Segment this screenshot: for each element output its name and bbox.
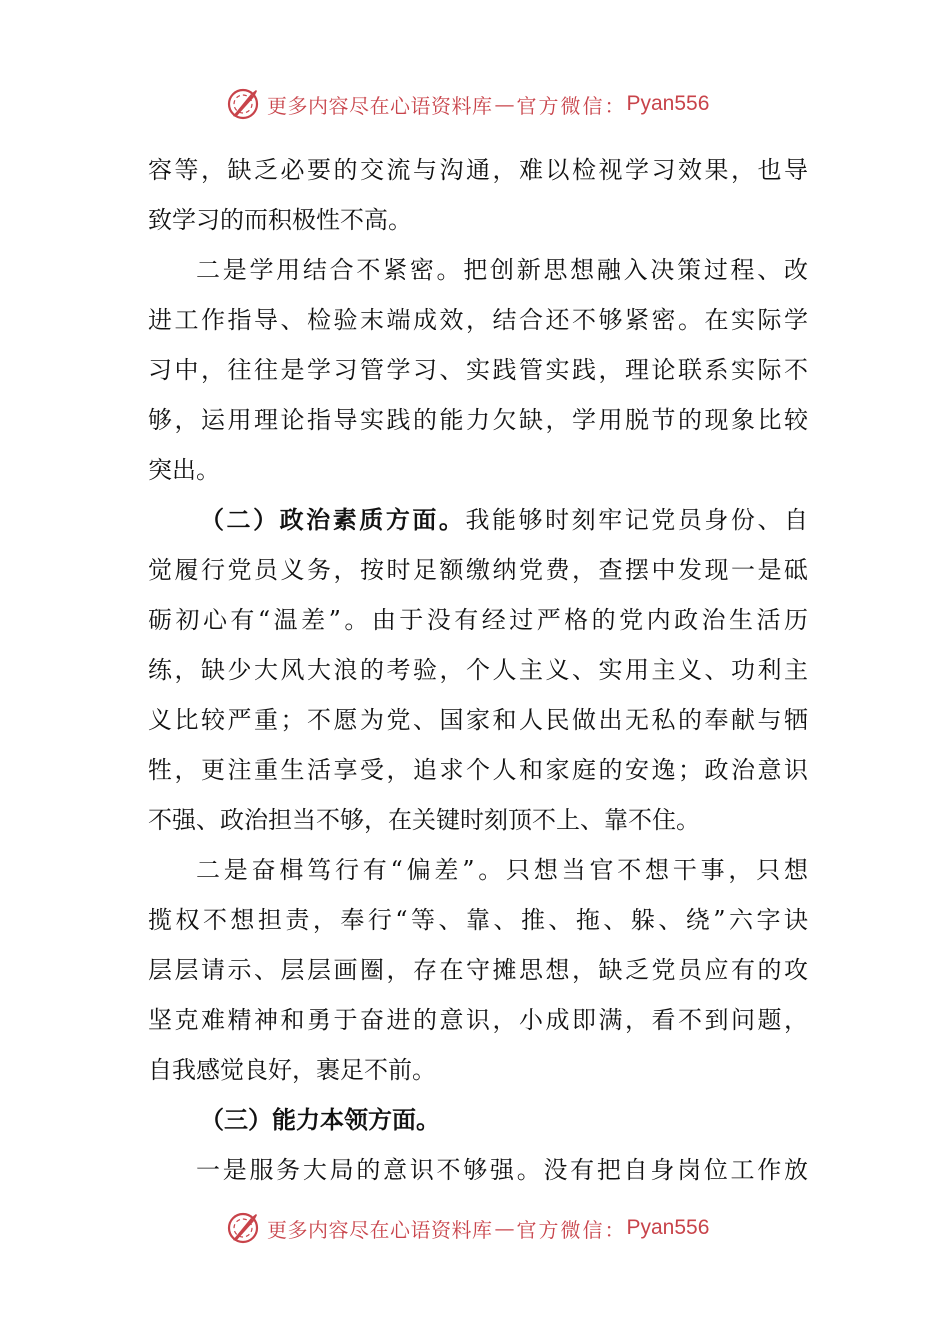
text-line: 砺初心有“温差”。由于没有经过严格的党内政治生活历 [148, 606, 808, 634]
text-line: 自我感觉良好，裹足不前。 [148, 1056, 436, 1084]
text-line: 揽权不想担责，奉行“等、靠、推、拖、躲、绕”六字诀 [148, 906, 808, 934]
paragraph [148, 145, 808, 245]
text-line: 不强、政治担当不够，在关键时刻顶不上、靠不住。 [148, 806, 700, 834]
paragraph [148, 1145, 808, 1195]
heading-continuation: 我能够时刻牢记党员身份、自 [465, 506, 809, 534]
section-heading: （三）能力本领方面。 [200, 1105, 440, 1134]
watermark-separator: — [494, 92, 515, 116]
text-line: 觉履行党员义务，按时足额缴纳党费，查摆中发现一是砥 [148, 556, 808, 584]
watermark-header [225, 84, 709, 124]
text-line: 突出。 [148, 456, 220, 484]
paragraph [148, 495, 808, 845]
watermark-brand: 更多内容尽在心语资料库 [267, 93, 493, 118]
text-line: 义比较严重；不愿为党、国家和人民做出无私的奉献与牺 [148, 706, 808, 734]
text-line: 致学习的而积极性不高。 [148, 206, 412, 234]
watermark-label: 官方微信： [516, 1217, 627, 1242]
section-heading: （二）政治素质方面。 [200, 505, 466, 534]
watermark-label: 官方微信： [516, 93, 627, 118]
text-line: 容等，缺乏必要的交流与沟通，难以检视学习效果，也导 [148, 156, 808, 184]
text-line: 练，缺少大风大浪的考验，个人主义、实用主义、功利主 [148, 656, 808, 684]
text-line: 够，运用理论指导实践的能力欠缺，学用脱节的现象比较 [148, 406, 808, 434]
text-line [148, 495, 808, 545]
text-line: 坚克难精神和勇于奋进的意识，小成即满，看不到问题， [148, 1006, 808, 1034]
watermark-brand: 更多内容尽在心语资料库 [267, 1217, 493, 1242]
text-line: 二是学用结合不紧密。把创新思想融入决策过程、改 [196, 256, 808, 284]
watermark-footer [225, 1208, 709, 1248]
text-line: 进工作指导、检验末端成效，结合还不够紧密。在实际学 [148, 306, 808, 334]
quill-logo-icon [225, 86, 261, 122]
document-body [148, 145, 808, 1195]
text-line: 习中，往往是学习管学习、实践管实践，理论联系实际不 [148, 356, 808, 384]
paragraph [148, 245, 808, 495]
watermark-separator: — [494, 1216, 515, 1240]
text-line: 一是服务大局的意识不够强。没有把自身岗位工作放 [196, 1156, 808, 1184]
paragraph [148, 845, 808, 1095]
paragraph [148, 1095, 808, 1145]
watermark-wechat-id: Pyan556 [626, 1216, 710, 1239]
watermark-wechat-id: Pyan556 [626, 92, 710, 115]
text-line: 二是奋楫笃行有“偏差”。只想当官不想干事，只想 [196, 856, 808, 884]
quill-logo-icon [225, 1210, 261, 1246]
text-line: 层层请示、层层画圈，存在守摊思想，缺乏党员应有的攻 [148, 956, 808, 984]
text-line: 牲，更注重生活享受，追求个人和家庭的安逸；政治意识 [148, 756, 808, 784]
